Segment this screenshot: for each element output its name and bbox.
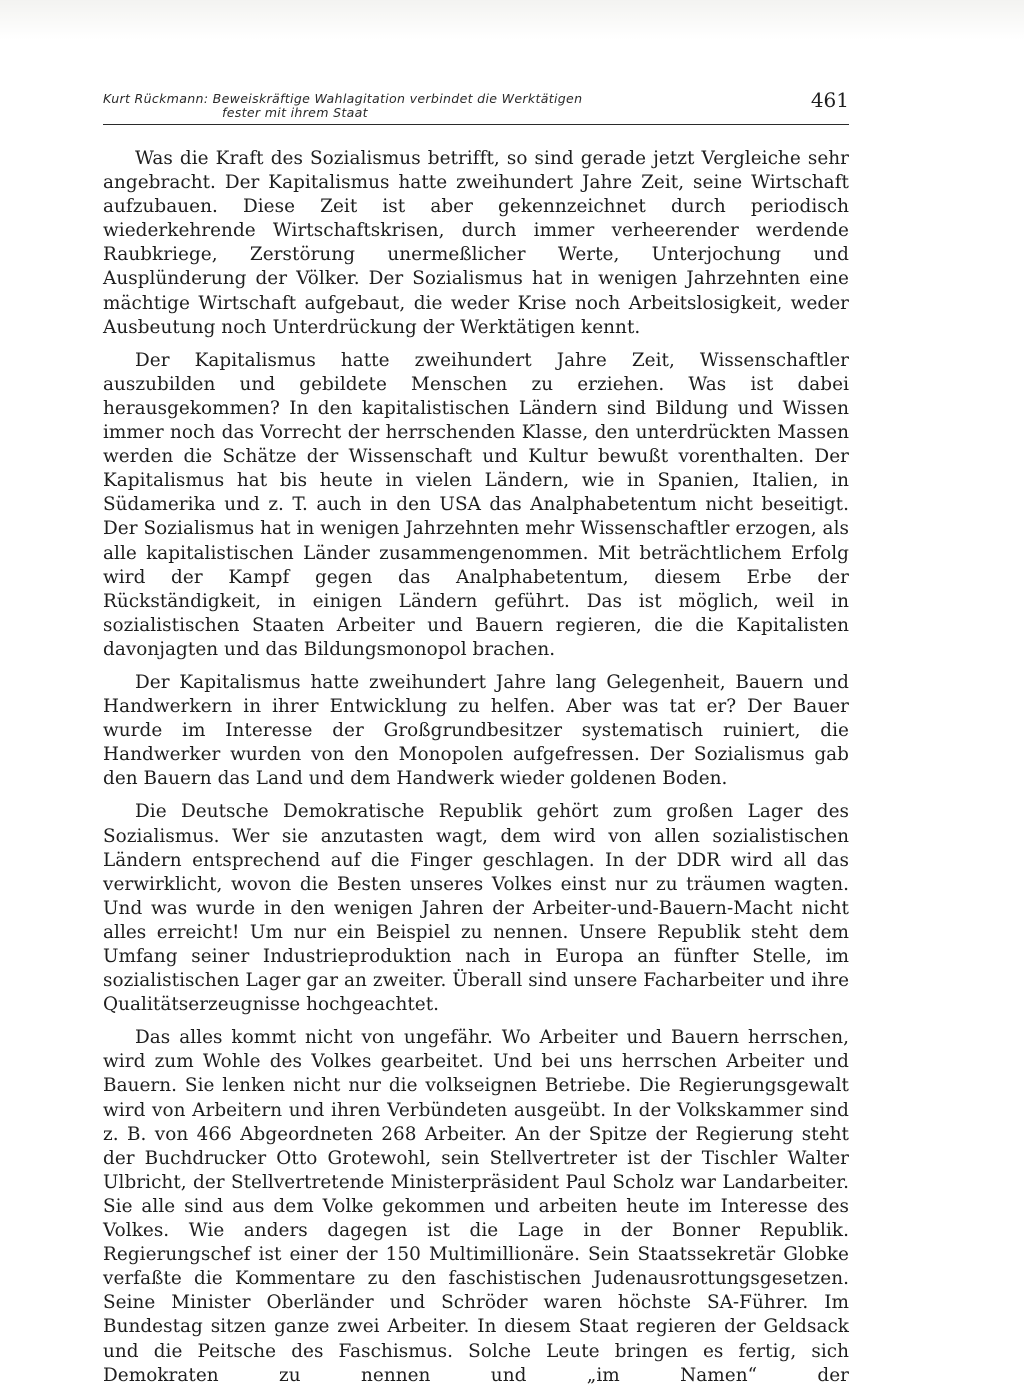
paragraph-3: Der Kapitalismus hatte zweihundert Jahre lang Gelegenheit, Bauern und Handwerkern in ihrer Entwicklung zu helfen. Aber was tat er? Der Bauer wurde im Interesse der Großgrundbesitzer systematisch ruiniert, die Handwerker wurden von den Monopolen aufgefressen. Der Sozialismus gab den Bauern das Land und dem Handwerk wieder goldenen Boden. [103,671,849,790]
running-head [103,88,849,125]
paragraph-1: Was die Kraft des Sozialismus betrifft, so sind gerade jetzt Vergleiche sehr angebracht. Der Kapitalismus hatte zweihundert Jahre Zeit, seine Wirtschaft aufzubauen. Diese Zeit ist aber gekennzeichnet durch periodisch wiederkehrende Wirtschaftskrisen, durch immer verheerender werdende Raubkriege, Zerstörung unermeßlicher Werte, Unterjochung und Ausplünderung der Völker. Der Sozialismus hat in wenigen Jahrzehnten eine mächtige Wirtschaft aufgebaut, die weder Krise noch Arbeitslosigkeit, weder Ausbeutung noch Unterdrückung der Werktätigen kennt. [103,148,849,338]
body-text [103,147,849,1397]
paragraph-4: Die Deutsche Demokratische Republik gehört zum großen Lager des Sozialismus. Wer sie anzutasten wagt, dem wird von allen sozialistischen Ländern entsprechend auf die Finger geschlagen. In der DDR wird all das verwirklicht, wovon die Besten unseres Volkes einst nur zu träumen wagten. Und was wurde in den wenigen Jahren der Arbeiter-und-Bauern-Macht nicht alles erreicht! Um nur ein Beispiel zu nennen. Unsere Republik steht dem Umfang seiner Industrieproduktion nach in Europa an fünfter Stelle, im sozialistischen Lager gar an zweiter. Überall sind unsere Facharbeiter und ihre Qualitätserzeugnisse hochgeachtet. [103,801,849,1016]
running-title-line-2: fester mit ihrem Staat [222,105,368,120]
page-number: 461 [810,88,849,112]
paragraph-5: Das alles kommt nicht von ungefähr. Wo Arbeiter und Bauern herrschen, wird zum Wohle des Volkes gearbeitet. Und bei uns herrschen Arbeiter und Bauern. Sie lenken nicht nur die volkseignen Betriebe. Die Regierungsgewalt wird von Arbeitern und ihren Verbündeten ausgeübt. In der Volkskammer sind z. B. von 466 Abgeordneten 268 Arbeiter. An der Spitze der Regierung steht der Buchdrucker Otto Grotewohl, sein Stellvertreter ist der Tischler Walter Ulbricht, der Stellvertretende Ministerpräsident Paul Scholz war Landarbeiter. Sie alle sind aus dem Volke gekommen und arbeiten heute im Interesse des Volkes. Wie anders dagegen ist die Lage in der Bonner Republik. Regierungschef ist einer der 150 Multimillionäre. Sein Staatssekretär Globke verfaßte die Kommentare zu den faschistischen Judenausrottungsgesetzen. Seine Minister Oberländer und Schröder waren höchste SA-Führer. Im Bundestag sitzen ganze zwei Arbeiter. In diesem Staat regieren der Geldsack und die Peitsche des Faschismus. Solche Leute bringen es fertig, sich Demokraten zu nennen und „im Namen“ der [103,1027,849,1386]
paragraph-2: Der Kapitalismus hatte zweihundert Jahre Zeit, Wissenschaftler auszubilden und gebildete Menschen zu erziehen. Was ist dabei herausgekommen? In den kapitalistischen Ländern sind Bildung und Wissen immer noch das Vorrecht der herrschenden Klasse, den unterdrückten Massen werden die Schätze der Wissenschaft und Kultur bewußt vorenthalten. Der Kapitalismus hat bis heute in vielen Ländern, wie in Spanien, Italien, in Südamerika und z. T. auch in den USA das Analphabetentum nicht beseitigt. Der Sozialismus hat in wenigen Jahrzehnten mehr Wissenschaftler erzogen, als alle kapitalistischen Länder zusammengenommen. Mit beträchtlichem Erfolg wird der Kampf gegen das Analphabetentum, diesem Erbe der Rückständigkeit, in einigen Ländern geführt. Das ist möglich, weil in sozialistischen Staaten Arbeiter und Bauern regieren, die die Kapitalisten davonjagten und das Bildungsmonopol brachen. [103,349,849,660]
running-title [103,92,743,120]
running-title-line-1: Kurt Rückmann: Beweiskräftige Wahlagitation verbindet die Werktätigen [103,91,583,106]
